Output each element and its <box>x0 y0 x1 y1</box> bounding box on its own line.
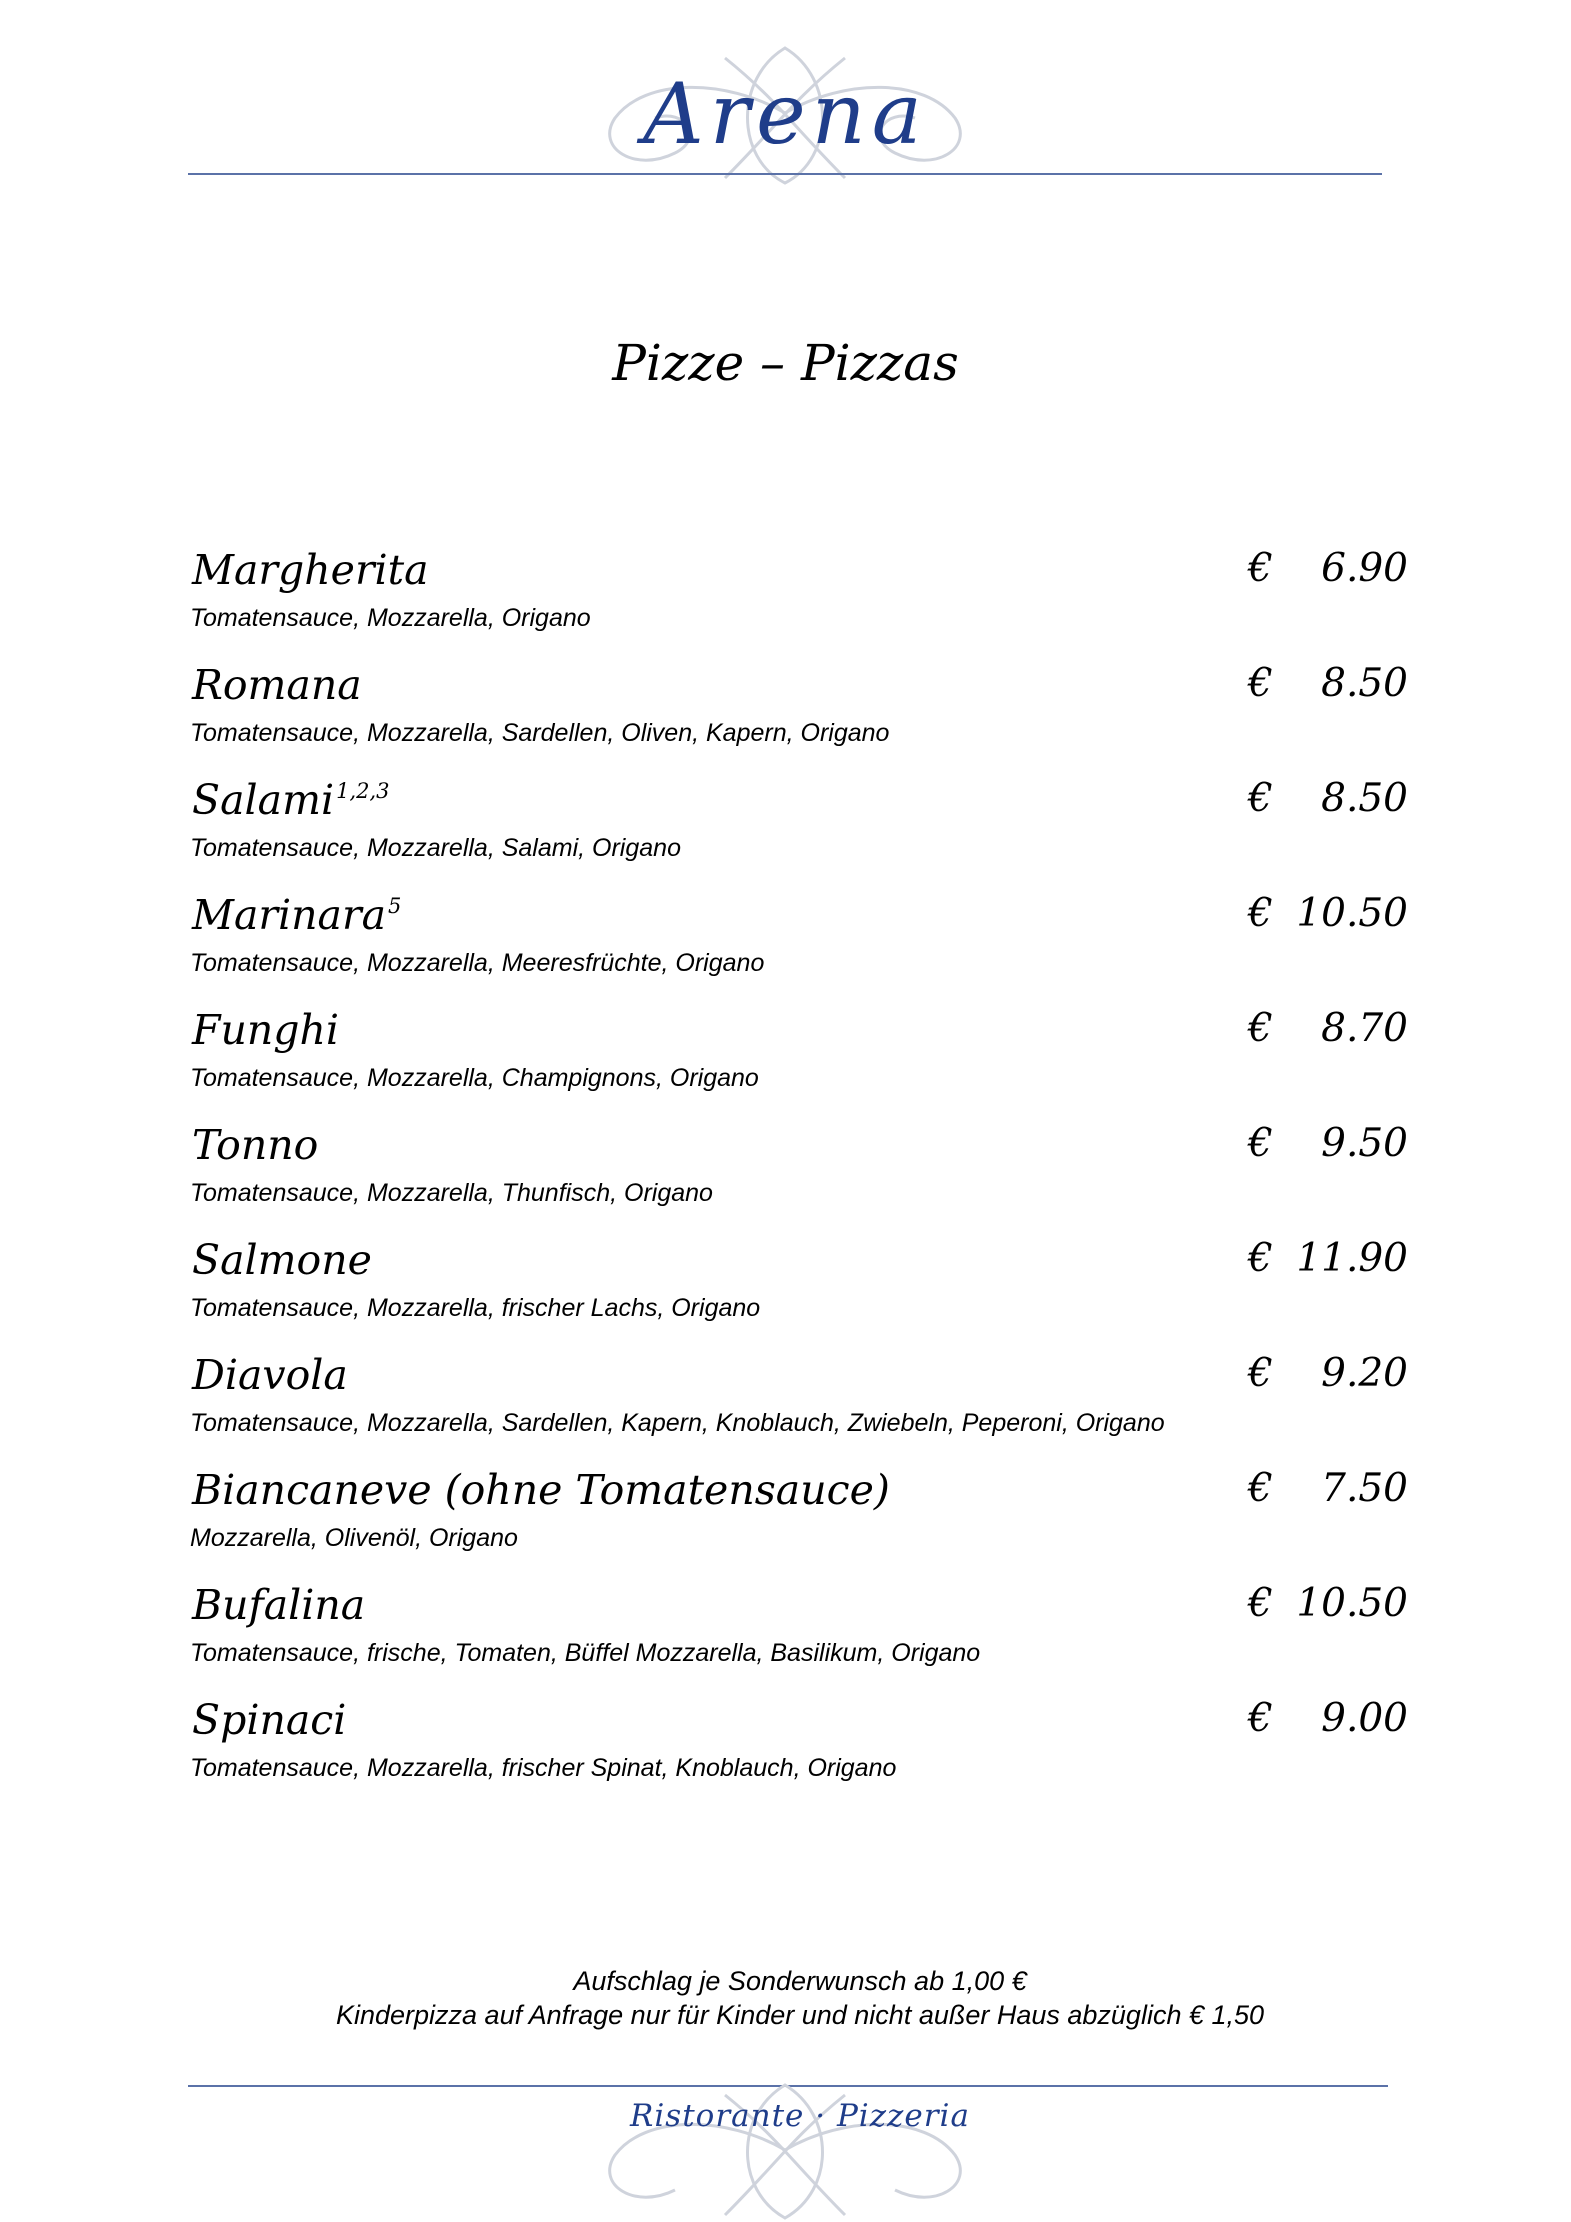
currency-symbol: € <box>1248 1351 1273 1396</box>
item-name <box>192 1353 348 1398</box>
price-amount: 8.50 <box>1321 661 1408 706</box>
item-name <box>192 1583 365 1628</box>
menu-item <box>190 1008 1410 1123</box>
item-name-text: Diavola <box>192 1351 348 1399</box>
price-amount: 8.50 <box>1321 776 1408 821</box>
item-name <box>192 663 362 708</box>
menu-item <box>190 663 1410 778</box>
item-name <box>192 893 401 938</box>
currency-symbol: € <box>1248 891 1273 936</box>
menu-item <box>190 1353 1410 1468</box>
price-amount: 9.00 <box>1321 1696 1408 1741</box>
item-price <box>1248 1698 1408 1744</box>
item-price <box>1248 1008 1408 1054</box>
item-price <box>1248 1468 1408 1514</box>
kids-pizza-note: Kinderpizza auf Anfrage nur für Kinder und nicht außer Haus abzüglich € 1,50 <box>335 2000 1265 2030</box>
price-amount: 6.90 <box>1321 546 1408 591</box>
item-price <box>1248 1123 1408 1169</box>
page-title: Pizze – Pizzas <box>612 334 959 392</box>
surcharge-note: Aufschlag je Sonderwunsch ab 1,00 € <box>573 1966 1027 1996</box>
item-name <box>192 778 390 823</box>
allergen-footnote: 1,2,3 <box>336 779 390 803</box>
item-name-text: Marinara <box>192 891 387 939</box>
item-name-text: Biancaneve (ohne Tomatensauce) <box>192 1466 890 1514</box>
allergen-footnote: 5 <box>388 894 402 918</box>
header-divider <box>188 173 1382 175</box>
menu-item <box>190 1123 1410 1238</box>
currency-symbol: € <box>1248 661 1273 706</box>
menu-item <box>190 1583 1410 1698</box>
footnotes <box>0 1964 1571 2032</box>
item-price <box>1248 1583 1408 1629</box>
currency-symbol: € <box>1248 546 1273 591</box>
menu-item <box>190 1698 1410 1813</box>
price-amount: 10.50 <box>1296 1581 1408 1626</box>
item-name <box>192 1238 372 1283</box>
item-name-text: Salami <box>192 776 335 824</box>
item-name-text: Margherita <box>192 546 429 594</box>
price-amount: 9.50 <box>1321 1121 1408 1166</box>
menu-list <box>190 548 1410 1813</box>
menu-item <box>190 1468 1410 1583</box>
item-description: Tomatensauce, Mozzarella, Meeresfrüchte, Origano <box>190 949 765 977</box>
item-description: Tomatensauce, Mozzarella, Sardellen, Oliven, Kapern, Origano <box>190 719 890 747</box>
item-name-text: Bufalina <box>192 1581 366 1629</box>
currency-symbol: € <box>1248 1696 1273 1741</box>
price-amount: 7.50 <box>1321 1466 1408 1511</box>
item-name <box>192 548 429 593</box>
item-name-text: Spinaci <box>192 1696 347 1744</box>
menu-item <box>190 893 1410 1008</box>
currency-symbol: € <box>1248 1466 1273 1511</box>
item-name <box>192 1008 339 1053</box>
price-amount: 10.50 <box>1296 891 1408 936</box>
item-name-text: Funghi <box>192 1006 340 1054</box>
item-description: Tomatensauce, Mozzarella, Champignons, Origano <box>190 1064 759 1092</box>
item-description: Tomatensauce, Mozzarella, Origano <box>190 604 591 632</box>
item-name-text: Romana <box>192 661 362 709</box>
item-description: Tomatensauce, frische, Tomaten, Büffel Mozzarella, Basilikum, Origano <box>190 1639 981 1667</box>
item-description: Tomatensauce, Mozzarella, Salami, Origano <box>190 834 681 862</box>
item-name-text: Tonno <box>192 1121 319 1169</box>
item-description: Tomatensauce, Mozzarella, frischer Lachs, Origano <box>190 1294 761 1322</box>
item-price <box>1248 663 1408 709</box>
menu-item <box>190 1238 1410 1353</box>
currency-symbol: € <box>1248 1006 1273 1051</box>
price-amount: 9.20 <box>1321 1351 1408 1396</box>
currency-symbol: € <box>1248 776 1273 821</box>
item-price <box>1248 548 1408 594</box>
item-name <box>192 1123 318 1168</box>
menu-item <box>190 778 1410 893</box>
item-description: Tomatensauce, Mozzarella, Thunfisch, Origano <box>190 1179 713 1207</box>
currency-symbol: € <box>1248 1581 1273 1626</box>
item-name <box>192 1468 890 1513</box>
price-amount: 8.70 <box>1321 1006 1408 1051</box>
footer-tagline: Ristorante · Pizzeria <box>630 2098 970 2134</box>
item-price <box>1248 778 1408 824</box>
item-name-text: Salmone <box>192 1236 372 1284</box>
menu-item <box>190 548 1410 663</box>
currency-symbol: € <box>1248 1236 1273 1281</box>
item-price <box>1248 893 1408 939</box>
item-description: Mozzarella, Olivenöl, Origano <box>190 1524 518 1552</box>
item-name <box>192 1698 346 1743</box>
logo-text: Arena <box>643 65 928 163</box>
item-description: Tomatensauce, Mozzarella, frischer Spinat, Knoblauch, Origano <box>190 1754 897 1782</box>
page-header <box>0 0 1571 180</box>
price-amount: 11.90 <box>1296 1236 1408 1281</box>
currency-symbol: € <box>1248 1121 1273 1166</box>
item-description: Tomatensauce, Mozzarella, Sardellen, Kapern, Knoblauch, Zwiebeln, Peperoni, Origano <box>190 1409 1165 1437</box>
item-price <box>1248 1238 1408 1284</box>
item-price <box>1248 1353 1408 1399</box>
